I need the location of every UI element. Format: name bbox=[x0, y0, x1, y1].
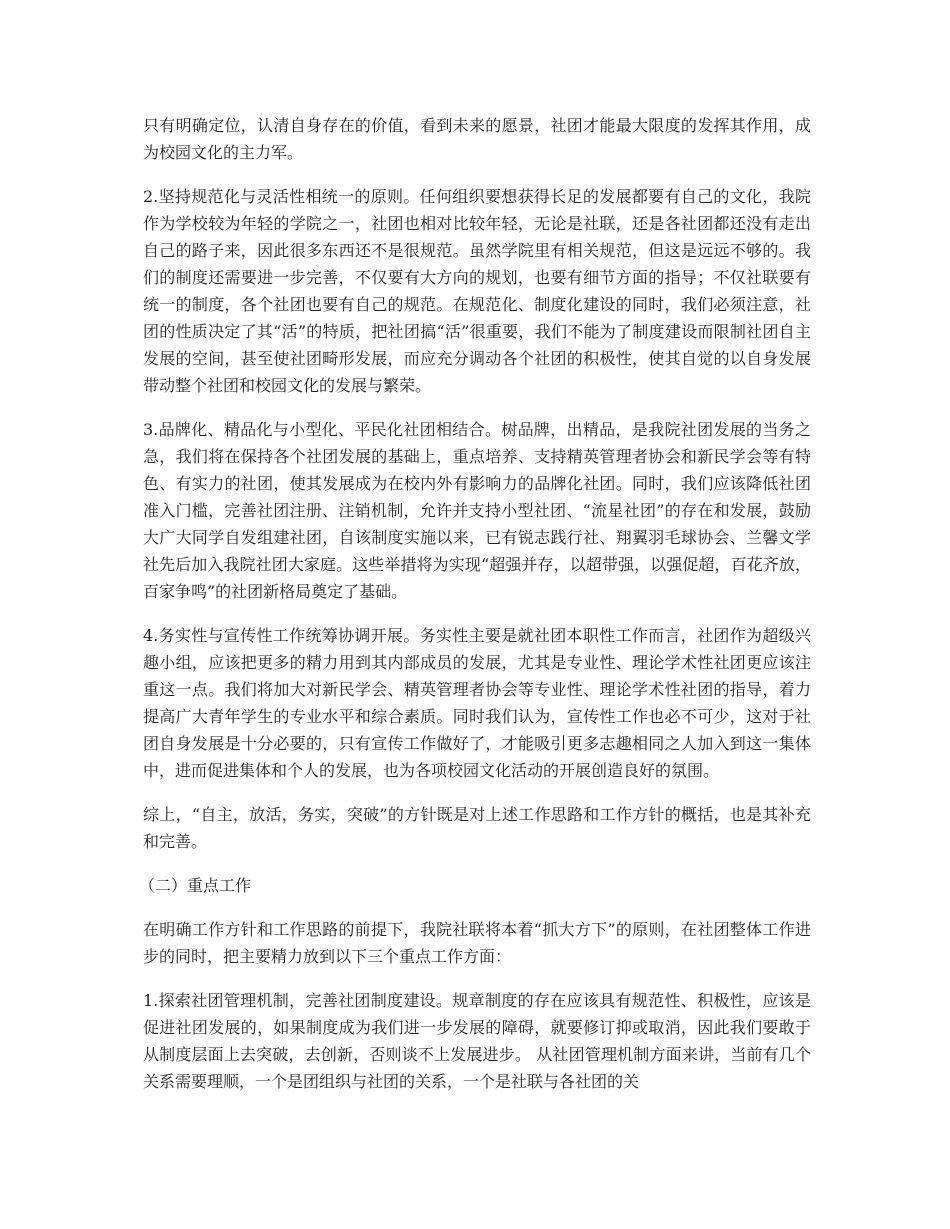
paragraph-principle-4: 4.务实性与宣传性工作统筹协调开展。务实性主要是就社团本职性工作而言，社团作为超级兴趣小组，应该把更多的精力用到其内部成员的发展，尤其是专业性、理论学术性社团更应该注重这一点。我们将加大对新民学会、精英管理者协会等专业性、理论学术性社团的指导，着力提高广大青年学生的专业水平和综合素质。同时我们认为，宣传性工作也必不可少，这对于社团自身发展是十分必要的，只有宣传工作做好了，才能吸引更多志趣相同之人加入到这一集体中，进而促进集体和个人的发展，也为各项校园文化活动的开展创造良好的氛围。 bbox=[143, 626, 811, 780]
paragraph-principle-3: 3.品牌化、精品化与小型化、平民化社团相结合。树品牌，出精品，是我院社团发展的当务之急，我们将在保持各个社团发展的基础上，重点培养、支持精英管理者协会和新民学会等有特色、有实力的社团，使其发展成为在校内外有影响力的品牌化社团。同时，我们应该降低社团准入门槛，完善社团注册、注销机制，允许并支持小型社团、“流星社团”的存在和发展，鼓励大广大同学自发组建社团，自该制度实施以来，已有锐志践行社、翔翼羽毛球协会、兰馨文学社先后加入我院社团大家庭。这些举措将为实现“超强并存，以超带强，以强促超，百花齐放，百家争鸣”的社团新格局奠定了基础。 bbox=[143, 420, 811, 601]
paragraph-summary: 综上，“自主，放活，务实，突破”的方针既是对上述工作思路和工作方针的概括，也是其补充和完善。 bbox=[143, 805, 811, 851]
paragraph-key-work-intro: 在明确工作方针和工作思路的前提下，我院社联将本着“抓大方下”的原则，在社团整体工作进步的同时，把主要精力放到以下三个重点工作方面： bbox=[143, 920, 811, 966]
paragraph-key-work-1: 1.探索社团管理机制，完善社团制度建设。规章制度的存在应该具有规范性、积极性，应该是促进社团发展的，如果制度成为我们进一步发展的障碍，就要修订抑或取消，因此我们要敢于从制度层面上去突破，去创新，否则谈不上发展进步。 从社团管理机制方面来讲，当前有几个关系需要理顺，一个是团组织与社团的关系，一个是社联与各社团的关 bbox=[143, 991, 811, 1091]
document-page bbox=[139, 112, 811, 1112]
paragraph-positioning-conclusion: 只有明确定位，认清自身存在的价值，看到未来的愿景，社团才能最大限度的发挥其作用，成为校园文化的主力军。 bbox=[143, 116, 811, 162]
paragraph-principle-2: 2.坚持规范化与灵活性相统一的原则。任何组织要想获得长足的发展都要有自己的文化，我院作为学校较为年轻的学院之一，社团也相对比较年轻，无论是社联，还是各社团都还没有走出自己的路子来，因此很多东西还不是很规范。虽然学院里有相关规范，但这是远远不够的。我们的制度还需要进一步完善，不仅要有大方向的规划，也要有细节方面的指导；不仅社联要有统一的制度，各个社团也要有自己的规范。在规范化、制度化建设的同时，我们必须注意，社团的性质决定了其“活”的特质，把社团搞“活”很重要，我们不能为了制度建设而限制社团自主发展的空间，甚至使社团畸形发展，而应充分调动各个社团的积极性，使其自觉的以自身发展带动整个社团和校园文化的发展与繁荣。 bbox=[143, 187, 811, 395]
section-heading-key-work: （二）重点工作 bbox=[139, 876, 252, 895]
